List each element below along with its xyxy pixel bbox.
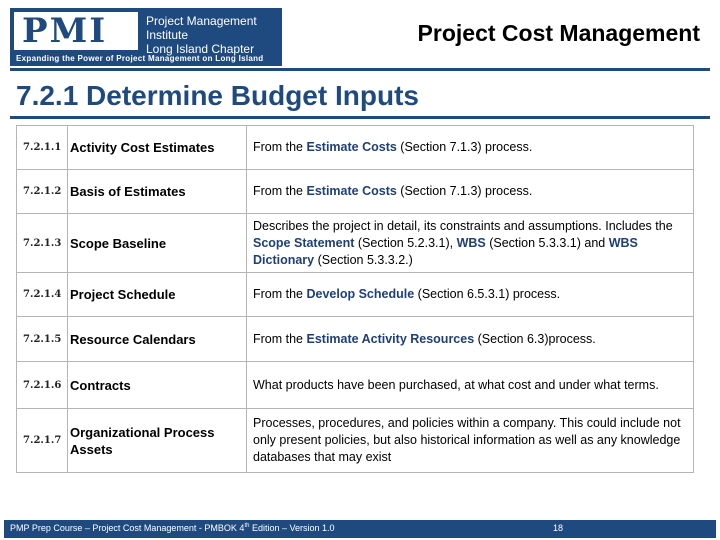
table-row (17, 170, 694, 214)
description-reference: Estimate Activity Resources (306, 331, 475, 346)
logo-tagline: Expanding the Power of Project Management on Long Island (16, 54, 264, 63)
row-number: 7.2.1.2 (17, 170, 68, 214)
row-number: 7.2.1.5 (17, 317, 68, 362)
footer-text-main: PMP Prep Course – Project Cost Management - PMBOK 4 (10, 523, 245, 533)
description-text: (Section 7.1.3) process. (396, 184, 533, 198)
table-row (17, 214, 694, 273)
description-text: (Section 6.5.3.1) process. (414, 287, 561, 301)
row-description (247, 126, 694, 170)
row-input-name: Organizational Process Assets (68, 409, 247, 473)
row-input-name: Resource Calendars (68, 317, 247, 362)
row-number: 7.2.1.1 (17, 126, 68, 170)
description-text: From the (253, 331, 307, 346)
description-text: (Section 5.3.3.1) and (485, 235, 609, 250)
slide-title: 7.2.1 Determine Budget Inputs (16, 80, 419, 111)
org-name (146, 14, 282, 56)
footer-text-sup: th (244, 523, 250, 529)
description-text: (Section 6.3)process. (474, 331, 596, 346)
header-divider (10, 68, 710, 71)
description-text: From the (253, 287, 307, 301)
row-input-name: Scope Baseline (68, 214, 247, 273)
description-text: (Section 7.1.3) process. (396, 140, 533, 154)
description-text: From the (253, 140, 307, 154)
description-text: What products have been purchased, at what cost and under what terms. (253, 377, 659, 392)
description-reference: WBS Dictionary (253, 235, 638, 267)
footer-text-tail: Edition – Version 1.0 (249, 523, 335, 533)
table-row (17, 273, 694, 317)
pmi-logo-mark (14, 12, 138, 50)
description-text: Describes the project in detail, its constraints and assumptions. Includes the (253, 218, 673, 233)
description-reference: Estimate Costs (306, 184, 397, 198)
row-description (247, 317, 694, 362)
header-title: Project Cost Management (417, 20, 700, 46)
description-reference: Scope Statement (253, 235, 355, 250)
pmi-logo (10, 8, 282, 66)
row-input-name: Project Schedule (68, 273, 247, 317)
table-row (17, 317, 694, 362)
row-description (247, 362, 694, 409)
description-text: From the (253, 184, 307, 198)
pmi-acronym: PMI (22, 11, 108, 51)
row-number: 7.2.1.3 (17, 214, 68, 273)
row-input-name: Contracts (68, 362, 247, 409)
row-number: 7.2.1.7 (17, 409, 68, 473)
row-number: 7.2.1.6 (17, 362, 68, 409)
row-description (247, 409, 694, 473)
org-line-2: Long Island Chapter (146, 42, 255, 56)
footer-bar (4, 520, 716, 538)
description-text: (Section 5.2.3.1), (354, 235, 457, 250)
table-row (17, 126, 694, 170)
inputs-table-body (17, 126, 694, 473)
row-input-name: Activity Cost Estimates (68, 126, 247, 170)
description-reference: WBS (456, 235, 486, 250)
description-reference: Develop Schedule (306, 287, 415, 301)
row-description (247, 170, 694, 214)
description-text: Processes, procedures, and policies within a company. This could include not only present policies, but also historical information as well as any knowledge databases that may exist (253, 416, 681, 464)
inputs-table (16, 125, 694, 473)
description-text: (Section 5.3.3.2.) (314, 252, 413, 267)
row-input-name: Basis of Estimates (68, 170, 247, 214)
row-description (247, 273, 694, 317)
row-description (247, 214, 694, 273)
org-line-1: Project Management Institute (146, 14, 257, 42)
table-row (17, 362, 694, 409)
description-reference: Estimate Costs (306, 140, 397, 154)
title-divider (10, 116, 710, 119)
row-number: 7.2.1.4 (17, 273, 68, 317)
footer-text (10, 523, 335, 533)
page-number: 18 (553, 523, 564, 533)
table-row (17, 409, 694, 473)
